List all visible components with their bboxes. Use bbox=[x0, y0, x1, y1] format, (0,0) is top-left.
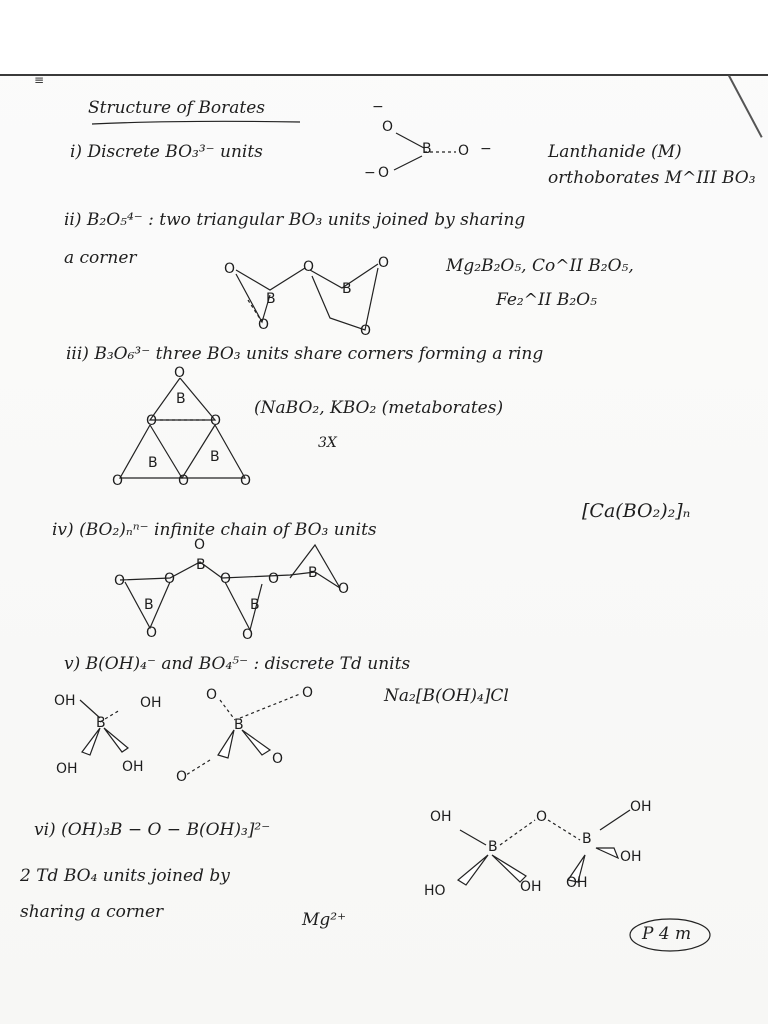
atom-label: O bbox=[146, 625, 158, 641]
atom-label: B bbox=[488, 839, 498, 855]
td-units bbox=[80, 694, 300, 775]
atom-label: O bbox=[338, 581, 350, 597]
section-ii-example2: Fe₂^II B₂O₅ bbox=[496, 290, 597, 310]
atom-label: B bbox=[234, 717, 244, 733]
section-ii-heading2: a corner bbox=[64, 248, 137, 268]
atom-label: B bbox=[176, 391, 186, 407]
atom-label: O bbox=[268, 571, 280, 587]
atom-label: B bbox=[582, 831, 592, 847]
charge-label: − bbox=[372, 99, 384, 115]
title-underline bbox=[92, 121, 300, 124]
section-iii-heading: iii) B₃O₆³⁻ three BO₃ units share corners forming a ring bbox=[66, 344, 544, 364]
atom-label: B bbox=[144, 597, 154, 613]
atom-label: B bbox=[250, 597, 260, 613]
atom-label: O bbox=[303, 259, 315, 275]
atom-label: O bbox=[164, 571, 176, 587]
atom-label: O bbox=[258, 317, 270, 333]
atom-label: O bbox=[114, 573, 126, 589]
section-vi-line3: sharing a corner bbox=[20, 902, 164, 922]
section-v-heading: v) B(OH)₄⁻ and BO₄⁵⁻ : discrete Td units bbox=[64, 654, 411, 674]
atom-label: OH bbox=[630, 799, 652, 815]
atom-label: OH bbox=[430, 809, 452, 825]
atom-label: O bbox=[240, 473, 252, 489]
atom-label: O bbox=[272, 751, 284, 767]
section-iv-example: [Ca(BO₂)₂]ₙ bbox=[582, 500, 691, 522]
atom-label: O bbox=[176, 769, 188, 785]
atom-label: B bbox=[196, 557, 206, 573]
atom-label: O bbox=[382, 119, 394, 135]
section-iii-example: (NaBO₂, KBO₂ (metaborates) bbox=[254, 398, 504, 418]
section-iii-example2: 3X bbox=[318, 435, 337, 451]
atom-label: OH bbox=[54, 693, 76, 709]
atom-label: O bbox=[174, 365, 186, 381]
atom-label: B bbox=[96, 715, 106, 731]
atom-label: O bbox=[378, 255, 390, 271]
charge-label: − bbox=[364, 165, 376, 181]
atom-label: O bbox=[360, 323, 372, 339]
section-vi-heading: vi) (OH)₃B − O − B(OH)₃]²⁻ bbox=[34, 820, 271, 840]
atom-label: O bbox=[178, 473, 190, 489]
atom-label: O bbox=[302, 685, 314, 701]
section-i-note: Lanthanide (M) bbox=[548, 142, 682, 162]
atom-label: O bbox=[242, 627, 254, 643]
section-v-example: Na₂[B(OH)₄]Cl bbox=[384, 686, 509, 706]
signature: P 4 m bbox=[642, 924, 692, 944]
atom-label: O bbox=[224, 261, 236, 277]
atom-label: O bbox=[210, 413, 222, 429]
atom-label: B bbox=[422, 141, 432, 157]
atom-label: OH bbox=[620, 849, 642, 865]
atom-label: OH bbox=[140, 695, 162, 711]
section-ii-example1: Mg₂B₂O₅, Co^II B₂O₅, bbox=[446, 256, 634, 276]
atom-label: OH bbox=[122, 759, 144, 775]
atom-label: HO bbox=[424, 883, 446, 899]
atom-label: B bbox=[266, 291, 276, 307]
atom-label: O bbox=[378, 165, 390, 181]
section-vi-example: Mg²⁺ bbox=[302, 910, 347, 930]
atom-label: O bbox=[458, 143, 470, 159]
atom-label: O bbox=[112, 473, 124, 489]
page-title: Structure of Borates bbox=[88, 98, 265, 118]
atom-label: O bbox=[194, 537, 206, 553]
atom-label: O bbox=[206, 687, 218, 703]
section-vi-line2: 2 Td BO₄ units joined by bbox=[20, 866, 230, 886]
atom-label: OH bbox=[566, 875, 588, 891]
corner-mark: ≡ bbox=[34, 73, 45, 87]
atom-label: O bbox=[536, 809, 548, 825]
atom-label: B bbox=[308, 565, 318, 581]
atom-label: B bbox=[148, 455, 158, 471]
atom-label: B bbox=[210, 449, 220, 465]
section-i-note2: orthoborates M^III BO₃ bbox=[548, 168, 756, 188]
section-ii-heading: ii) B₂O₅⁴⁻ : two triangular BO₃ units joined by sharing bbox=[64, 210, 526, 230]
atom-label: O bbox=[220, 571, 232, 587]
atom-label: OH bbox=[520, 879, 542, 895]
atom-label: OH bbox=[56, 761, 78, 777]
atom-label: B bbox=[342, 281, 352, 297]
atom-label: O bbox=[146, 413, 158, 429]
section-iv-heading: iv) (BO₂)ₙⁿ⁻ infinite chain of BO₃ units bbox=[52, 520, 377, 540]
section-i-heading: i) Discrete BO₃³⁻ units bbox=[70, 142, 263, 162]
chain-drawing bbox=[120, 545, 340, 630]
charge-label: − bbox=[480, 141, 492, 157]
